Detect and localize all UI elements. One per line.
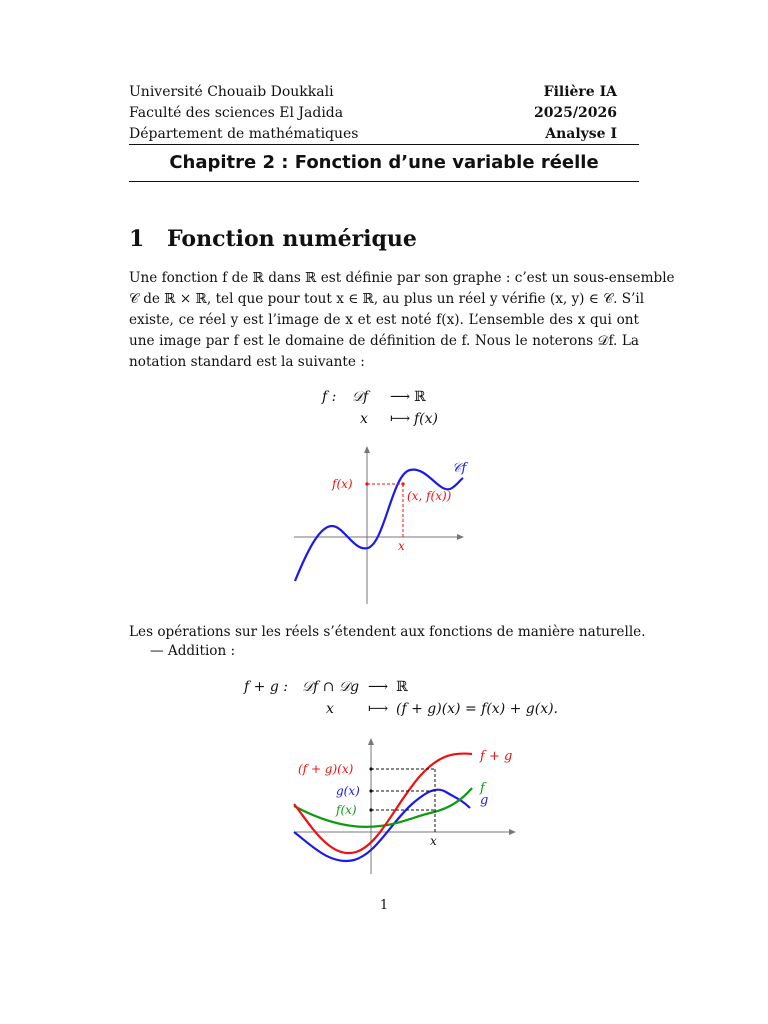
- paragraph-line: notation standard est la suivante :: [129, 354, 365, 370]
- fx-tick: [365, 482, 368, 485]
- header-department: Département de mathématiques: [129, 126, 359, 142]
- map-image: f(x): [414, 411, 439, 427]
- curve-f: [294, 788, 472, 827]
- section-title: Fonction numérique: [167, 226, 417, 252]
- point-label: (x, f(x)): [407, 489, 452, 503]
- fgx-tick: [369, 767, 372, 770]
- map-lhs: f :: [322, 389, 337, 405]
- fx-tick: [369, 808, 372, 811]
- map-codomain: ℝ: [396, 679, 408, 695]
- figure-sum-of-functions: [290, 736, 530, 878]
- figure-graph-of-f: [280, 444, 480, 610]
- gx-tick: [369, 789, 372, 792]
- x-label: x: [430, 834, 437, 848]
- label-g: g: [480, 793, 489, 808]
- y-axis-arrow: [364, 446, 370, 453]
- map-domain: 𝒟f ∩ 𝒟g: [302, 679, 360, 695]
- chapter-title-block: [129, 144, 639, 182]
- page-header: [129, 82, 617, 145]
- x-axis-arrow: [509, 829, 516, 835]
- function-notation: [322, 386, 438, 430]
- header-program: Filière IA: [543, 84, 617, 100]
- map-arrow: ⟼: [390, 411, 411, 427]
- map-arrow: ⟶: [390, 389, 411, 405]
- map-domain: 𝒟f: [352, 389, 369, 405]
- operations-paragraph: Les opérations sur les réels s’étendent aux fonctions de manière naturelle.: [129, 624, 646, 640]
- label-f: f: [480, 781, 485, 796]
- gx-label: g(x): [336, 784, 360, 798]
- point-x-fx: [401, 482, 404, 485]
- bullet-addition: — Addition :: [150, 643, 236, 659]
- map-variable: x: [360, 411, 368, 427]
- x-label: x: [398, 539, 405, 553]
- paragraph-line: Une fonction f de ℝ dans ℝ est définie par son graphe : c’est un sous-ensemble: [129, 270, 675, 286]
- y-axis-arrow: [368, 738, 374, 745]
- curve-label-cf: 𝒞f: [452, 461, 467, 476]
- map-codomain: ℝ: [414, 389, 426, 405]
- curve-f: [295, 470, 463, 581]
- definition-paragraph: [129, 268, 675, 373]
- map-variable: x: [326, 701, 334, 717]
- map-lhs: f + g :: [244, 679, 288, 695]
- header-university: Université Chouaib Doukkali: [129, 84, 334, 100]
- map-arrow: ⟶: [368, 679, 389, 695]
- map-image: (f + g)(x) = f(x) + g(x).: [396, 701, 559, 717]
- fx-label: f(x): [332, 477, 353, 491]
- chapter-title: Chapitre 2 : Fonction d’une variable réelle: [169, 152, 599, 173]
- fgx-label: (f + g)(x): [298, 762, 354, 776]
- paragraph-line: existe, ce réel y est l’image de x et est noté f(x). L’ensemble des x qui ont: [129, 312, 639, 328]
- header-course: Analyse I: [545, 126, 617, 142]
- sum-notation: [244, 676, 558, 720]
- map-arrow: ⟼: [368, 701, 389, 717]
- fx-label: f(x): [336, 803, 357, 817]
- x-axis-arrow: [457, 534, 464, 540]
- paragraph-line: une image par f est le domaine de définition de f. Nous le noterons 𝒟f. La: [129, 333, 639, 349]
- paragraph-line: 𝒞 de ℝ × ℝ, tel que pour tout x ∈ ℝ, au plus un réel y vérifie (x, y) ∈ 𝒞. S’il: [129, 291, 645, 307]
- header-year: 2025/2026: [533, 105, 617, 121]
- header-faculty: Faculté des sciences El Jadida: [129, 105, 344, 121]
- label-f-plus-g: f + g: [480, 749, 513, 764]
- section-number: 1: [129, 226, 145, 252]
- page-number: 1: [379, 898, 389, 913]
- section-heading: [129, 226, 417, 252]
